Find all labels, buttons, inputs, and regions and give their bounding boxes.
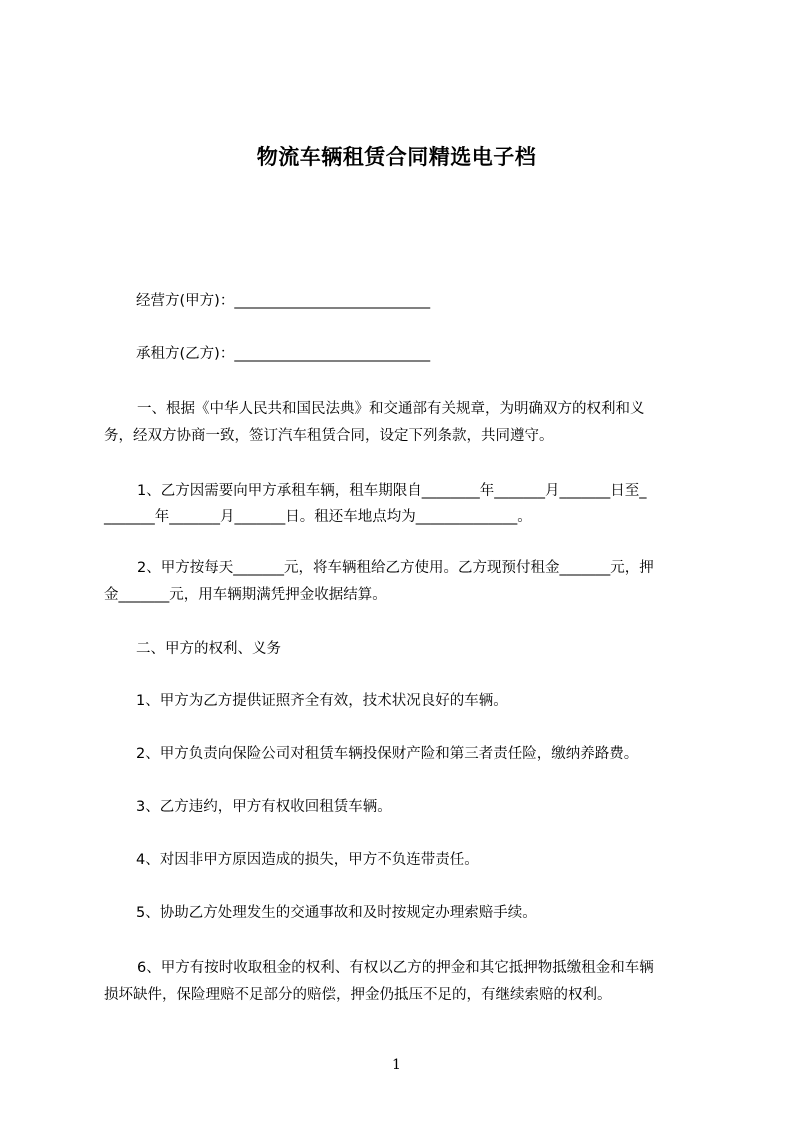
section2-item: 4、对因非甲方原因造成的损失，甲方不负连带责任。	[136, 852, 479, 868]
section2-item: 5、协助乙方处理发生的交通事故和及时按规定办理索赔手续。	[136, 905, 537, 921]
section1-intro-line1: 一、根据《中华人民共和国民法典》和交通部有关规章，为明确双方的权利和义	[137, 401, 645, 417]
party-b-line: 承租方(乙方)：___________________________	[136, 346, 431, 362]
section2-item6-line2: 损坏缺件，保险理赔不足部分的赔偿，押金仍抵压不足的，有继续索赔的权利。	[104, 987, 612, 1003]
section2-item: 1、甲方为乙方提供证照齐全有效，技术状况良好的车辆。	[136, 693, 508, 709]
section1-item2-line1: 2、甲方按每天_______元，将车辆租给乙方使用。乙方现预付租金_______元，押	[137, 560, 654, 576]
section1-intro-line2: 务，经双方协商一致，签订汽车租赁合同，设定下列条款，共同遵守。	[104, 428, 554, 444]
party-a-line: 经营方(甲方)：___________________________	[136, 293, 431, 309]
section1-item1-line1: 1、乙方因需要向甲方承租车辆，租车期限自________年_______月_______日至_	[137, 483, 647, 499]
section2-heading: 二、甲方的权利、义务	[136, 641, 281, 657]
section1-item2-line2: 金_______元，用车辆期满凭押金收据结算。	[104, 587, 387, 603]
section1-item1-line2: _______年_______月_______日。租还车地点均为______________。	[104, 509, 532, 525]
page-title: 物流车辆租赁合同精选电子档	[256, 145, 537, 169]
page-number: 1	[392, 1057, 401, 1073]
section2-item: 3、乙方违约，甲方有权收回租赁车辆。	[136, 799, 392, 815]
section2-item6-line1: 6、甲方有按时收取租金的权利、有权以乙方的押金和其它抵押物抵缴租金和车辆	[137, 960, 654, 976]
section2-item: 2、甲方负责向保险公司对租赁车辆投保财产险和第三者责任险，缴纳养路费。	[136, 746, 639, 762]
